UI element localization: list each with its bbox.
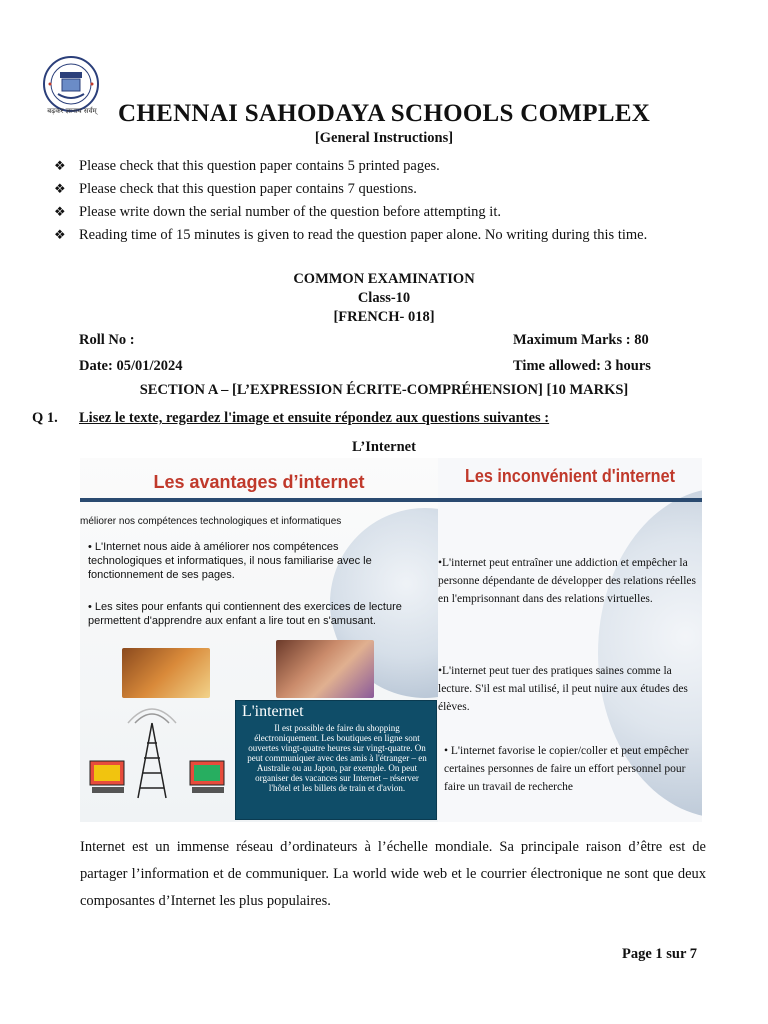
time-allowed: Time allowed: 3 hours: [513, 358, 651, 374]
disadvantages-title: Les inconvénient d'internet: [464, 466, 675, 486]
instruction-text: Reading time of 15 minutes is given to read the question paper alone. No writing during this time.: [79, 227, 648, 243]
article-paragraph: Internet est un immense réseau d’ordinateurs à l’échelle mondiale. Sa principale raison d’être est de partager l’information et de communiquer. La world wide web et le courrier électronique ne sont que deux composantes d’Internet les plus populaires.: [80, 839, 706, 909]
disadvantages-panel: [438, 458, 702, 822]
instruction-text: Please write down the serial number of the question before attempting it.: [79, 204, 501, 220]
exam-class: Class-10: [357, 290, 411, 306]
general-instructions-heading: [General Instructions]: [314, 130, 454, 146]
title-bar: [80, 498, 438, 502]
instruction-item: [54, 201, 714, 223]
exam-subject: [FRENCH- 018]: [333, 309, 435, 325]
bullet-icon: ❖: [54, 227, 66, 242]
disadvantage-text: •L'internet peut entraîner une addiction et empêcher la personne dépendante de développer des relations réelles en l'emprisonnant dans des relations virtuelles.: [438, 557, 697, 605]
advantages-panel: [80, 458, 438, 822]
question-instruction: Lisez le texte, regardez l'image et ensuite répondez aux questions suivantes :: [79, 410, 550, 426]
bullet-icon: ❖: [54, 181, 66, 196]
internet-infographic: [80, 458, 702, 822]
article-title: L’Internet: [352, 439, 416, 455]
advantage-bullet: • L'Internet nous aide à améliorer nos compétences technologiques et informatiques, il nous familiarise avec le fonctionnement de ses pages.: [88, 541, 372, 581]
info-box-text: Il est possible de faire du shopping électroniquement. Les boutiques en ligne sont ouvertes vingt-quatre heures sur vingt-quatre. On peut communiquer avec des amis à l'étranger – en Australie ou au Japon, par exemple. On peut organiser des vacances sur Internet – réserver l'hôtel et les billets de train et d'avion.: [247, 723, 427, 793]
instruction-item: [54, 224, 714, 246]
family-computer-photo: [276, 640, 374, 698]
internet-info-box: [235, 700, 437, 820]
bullet-icon: ❖: [54, 204, 66, 219]
disadvantage-text: •L'internet peut tuer des pratiques saines comme la lecture. S'il est mal utilisé, il peut nuire aux études des élèves.: [438, 665, 688, 713]
exam-title: COMMON EXAMINATION: [293, 271, 475, 287]
advantages-title: Les avantages d’internet: [153, 472, 365, 492]
instruction-text: Please check that this question paper contains 5 printed pages.: [79, 158, 440, 174]
maximum-marks: Maximum Marks : 80: [513, 332, 649, 348]
school-name: CHENNAI SAHODAYA SCHOOLS COMPLEX: [118, 100, 651, 127]
question-number: Q 1.: [32, 410, 58, 426]
section-heading: SECTION A – [L’EXPRESSION ÉCRITE-COMPRÉHENSION] [10 MARKS]: [139, 382, 629, 398]
child-computer-photo: [122, 648, 210, 698]
title-bar: [438, 498, 702, 502]
antenna-network-icon: [80, 703, 235, 818]
info-box-title: L'internet: [242, 703, 304, 720]
logo-caption: बढ़कर ज्ञानाय सर्वम्: [47, 107, 97, 115]
bullet-icon: ❖: [54, 158, 66, 173]
disadvantage-text: • L'internet favorise le copier/coller et peut empêcher certaines personnes de faire un effort personnel pour faire un travail de recherche: [444, 745, 689, 793]
exam-date: Date: 05/01/2024: [79, 358, 183, 374]
instruction-item: [54, 155, 714, 177]
instruction-item: [54, 178, 714, 200]
page-number: Page 1 sur 7: [622, 946, 698, 962]
instruction-text: Please check that this question paper contains 7 questions.: [79, 181, 417, 197]
advantage-bullet: • Les sites pour enfants qui contiennent des exercices de lecture permettent d'apprendre aux enfant a lire tout en s'amusant.: [88, 601, 402, 627]
advantages-subtitle: méliorer nos compétences technologiques et informatiques: [80, 516, 342, 527]
roll-number: Roll No :: [79, 332, 135, 348]
